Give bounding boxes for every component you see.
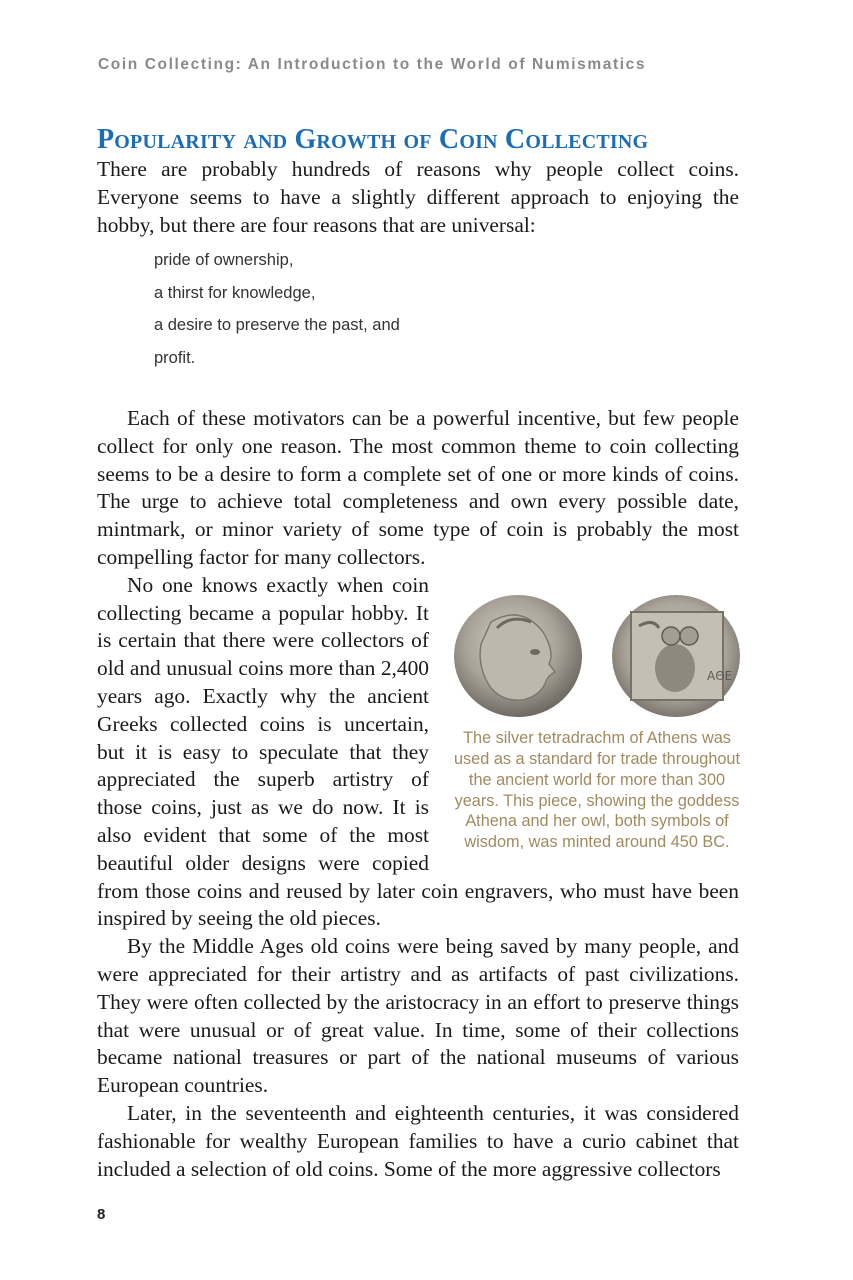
coin-images bbox=[447, 588, 747, 724]
paragraph-motivators: Each of these motivators can be a powerful incentive, but few people collect for only one reason. The most common theme to coin collecting seems to be a desire to form a complete set of one or more kinds of coins. The urge to achieve total completeness and own every possible date, mintmark, or minor variety of some type of coin is probably the most compelling factor for many collectors. bbox=[97, 406, 739, 569]
page-number: 8 bbox=[97, 1206, 106, 1223]
reason-item: a desire to preserve the past, and bbox=[154, 316, 400, 334]
owl-coin-image bbox=[609, 592, 743, 720]
intro-text: There are probably hundreds of reasons why people collect coins. Everyone seems to have a slightly different approach to enjoying the hobby, but there are four reasons that are universal: bbox=[97, 157, 739, 237]
main-text bbox=[97, 405, 739, 1183]
section-heading: Popularity and Growth of Coin Collecting bbox=[97, 124, 649, 155]
reasons-list bbox=[154, 248, 400, 378]
svg-text:ΑΘΕ: ΑΘΕ bbox=[707, 668, 733, 683]
wrap-block bbox=[97, 572, 739, 933]
paragraph-origins: No one knows exactly when coin collecting became a popular hobby. It is certain that there were collectors of old and unusual coins more than 2,400 years ago. Exactly why the ancient Greeks collected coins is uncertain, but it is easy to speculate that they appreciated the superb artistry of those coins, just as we do now. It is also evident that some of the most beautiful older designs were copied from those coins and reused by later coin engravers, who must have been inspired by seeing the old pieces. bbox=[97, 572, 739, 931]
figure-caption: The silver tetradrachm of Athens was used as a standard for trade throughout the ancient world for more than 300 years. This piece, showing the goddess Athena and her owl, both symbols of wisdom, was minted around 450 BC. bbox=[453, 728, 741, 852]
paragraph-later-centuries: Later, in the seventeenth and eighteenth centuries, it was considered fashionable for wealthy European families to have a curio cabinet that included a selection of old coins. Some of the more aggressive collectors bbox=[97, 1100, 739, 1181]
intro-paragraph bbox=[97, 156, 739, 239]
running-head: Coin Collecting: An Introduction to the World of Numismatics bbox=[98, 56, 647, 73]
athena-coin-image bbox=[451, 592, 585, 720]
reason-item: profit. bbox=[154, 348, 196, 367]
paragraph-middle-ages: By the Middle Ages old coins were being saved by many people, and were appreciated for their artistry and as artifacts of past civilizations. They were often collected by the aristocracy in an effort to preserve things that were unusual or of great value. In time, some of their collections became national treasures or part of the national museums of various European countries. bbox=[97, 934, 739, 1098]
reason-item: pride of ownership, bbox=[154, 251, 294, 269]
reason-item: a thirst for knowledge, bbox=[154, 283, 316, 302]
coin-figure bbox=[447, 588, 747, 853]
